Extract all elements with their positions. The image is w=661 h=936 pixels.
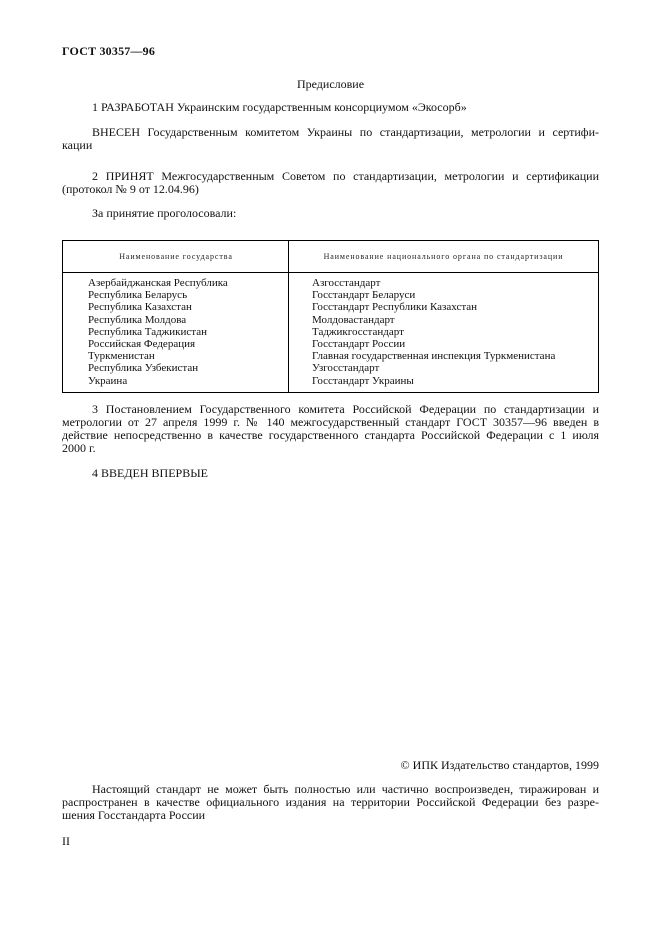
paragraph-line: действие непосредственно в качестве государственного стандарта Российской Федерации с 1 июля [62, 428, 599, 442]
cell-state: Республика Беларусь [88, 289, 188, 302]
table-header [63, 241, 598, 273]
paragraph-line: распространен в качестве официального издания на территории Российской Федерации без разре- [62, 795, 599, 809]
table-row [63, 326, 598, 338]
cell-standards-body: Главная государственная инспекция Туркменистана [312, 350, 556, 363]
cell-standards-body: Таджикгосстандарт [312, 325, 404, 338]
table-column-divider [288, 241, 289, 392]
paragraph-line: (протокол № 9 от 12.04.96) [62, 182, 199, 196]
table-body [63, 273, 598, 387]
paragraph-line: ВНЕСЕН Государственным комитетом Украины по стандартизации, метрологии и сертифи- [92, 125, 599, 139]
cell-standards-body: Госстандарт Республики Казахстан [312, 301, 478, 314]
cell-standards-body: Госстандарт Украины [312, 374, 414, 387]
reproduction-notice [62, 783, 599, 822]
cell-state: Республика Узбекистан [88, 362, 199, 375]
item-introduced [62, 126, 599, 152]
preface-title: Предисловие [296, 77, 365, 91]
cell-state: Туркменистан [88, 350, 155, 363]
cell-state: Украина [88, 374, 128, 387]
paragraph-line: Настоящий стандарт не может быть полностью или частично воспроизведен, тиражирован и [92, 782, 599, 796]
table-row [63, 350, 598, 362]
paragraph-line: 3 Постановлением Государственного комитета Российской Федерации по стандартизации и [92, 402, 599, 416]
table-row [63, 301, 598, 313]
table-row [63, 289, 598, 301]
cell-standards-body: Госстандарт Беларуси [312, 289, 416, 302]
paragraph-line: шения Госстандарта России [62, 808, 206, 822]
cell-state: Республика Казахстан [88, 301, 192, 314]
cell-state: Республика Молдова [88, 313, 187, 326]
item-adopted [62, 170, 599, 196]
cell-standards-body: Госстандарт России [312, 337, 406, 350]
paragraph-line: кации [62, 138, 93, 152]
voting-table [62, 240, 599, 393]
table-row [63, 362, 598, 374]
table-row [63, 314, 598, 326]
table-row [63, 338, 598, 350]
header-state: Наименование государства [119, 251, 233, 261]
document-code: ГОСТ 30357—96 [62, 44, 156, 58]
table-row [63, 277, 598, 289]
item-developed: 1 РАЗРАБОТАН Украинским государственным консорциумом «Экосорб» [92, 100, 467, 114]
item-first-introduced: 4 ВВЕДЕН ВПЕРВЫЕ [92, 466, 208, 480]
page-number: II [62, 834, 70, 848]
table-row [63, 375, 598, 387]
cell-standards-body: Узгосстандарт [312, 362, 380, 375]
paragraph-line: 2 ПРИНЯТ Межгосударственным Советом по стандартизации, метрологии и сертификации [92, 169, 599, 183]
cell-state: Республика Таджикистан [88, 325, 207, 338]
paragraph-line: 2000 г. [62, 441, 96, 455]
paragraph-line: метрологии от 27 апреля 1999 г. № 140 межгосударственный стандарт ГОСТ 30357—96 введен в [62, 415, 599, 429]
voted-caption: За принятие проголосовали: [92, 206, 237, 220]
cell-standards-body: Азгосстандарт [312, 277, 381, 289]
copyright-line: © ИПК Издательство стандартов, 1999 [400, 758, 599, 772]
cell-standards-body: Молдовастандарт [312, 313, 395, 326]
cell-state: Азербайджанская Республика [88, 277, 228, 289]
header-standards-body: Наименование национального органа по стандартизации [323, 251, 564, 261]
item-enacted [62, 403, 599, 455]
cell-state: Российская Федерация [88, 337, 196, 350]
